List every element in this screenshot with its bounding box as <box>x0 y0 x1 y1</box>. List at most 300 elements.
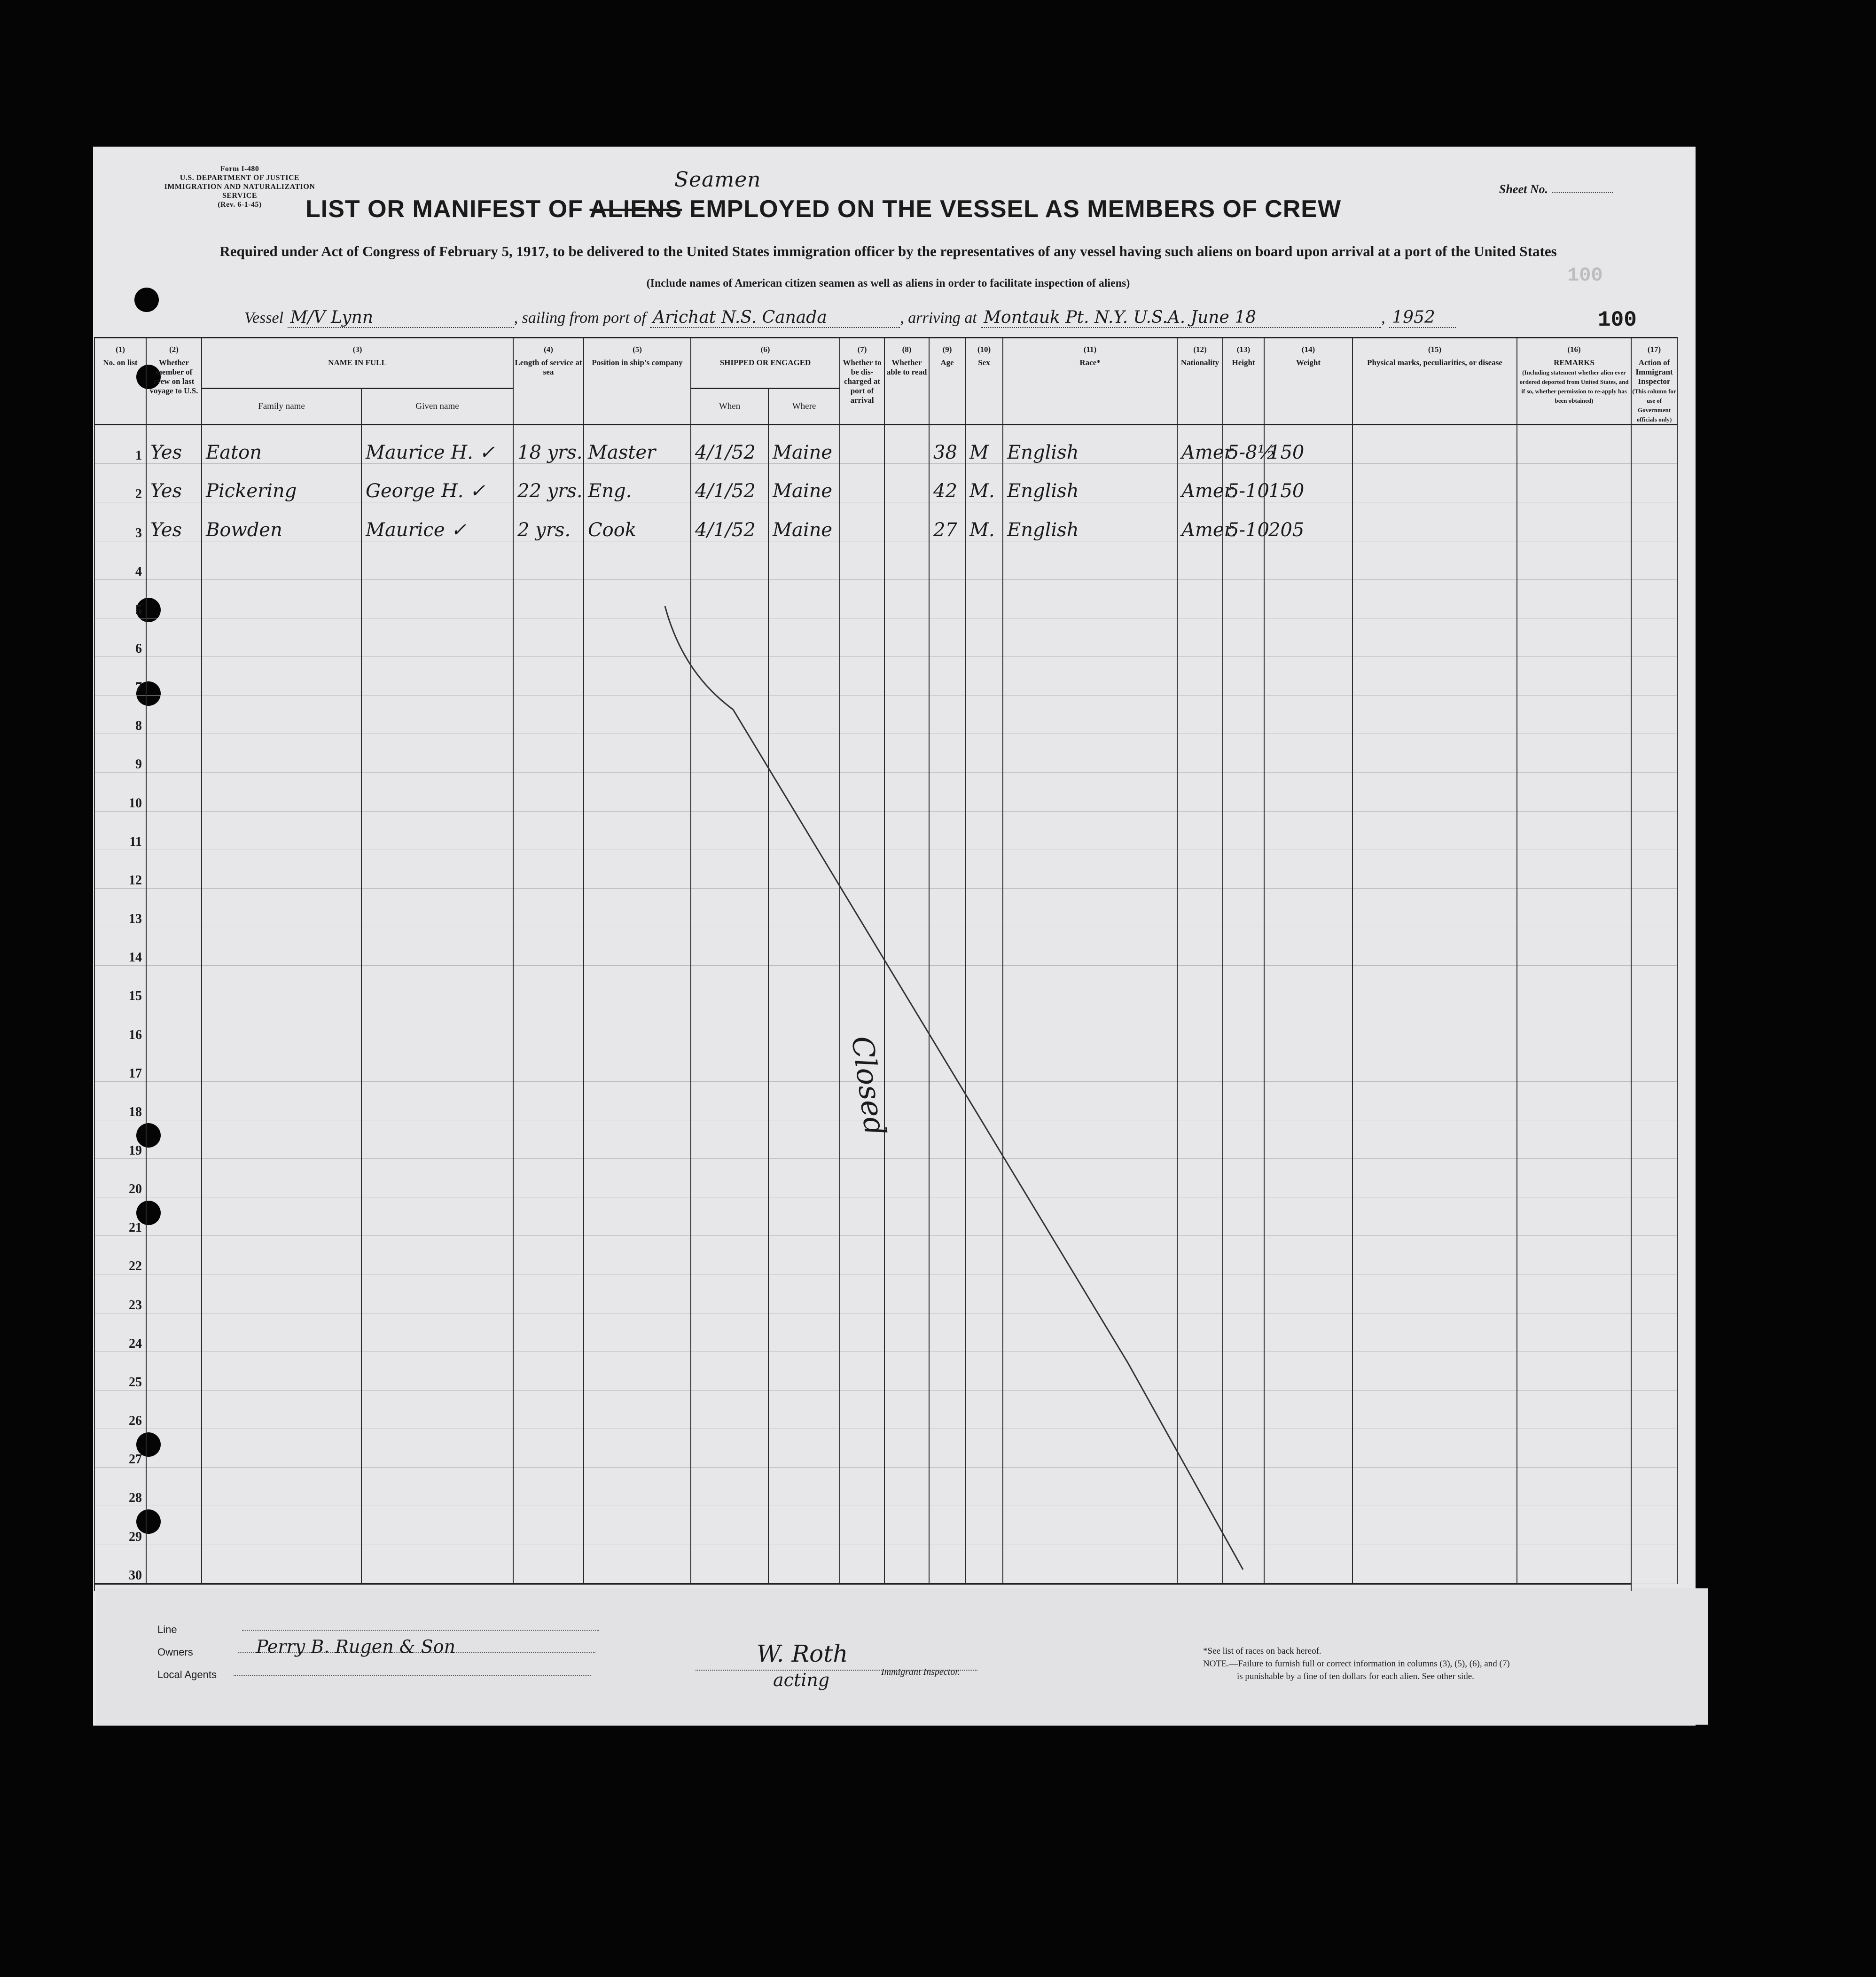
cell-discharged[interactable] <box>840 1313 884 1352</box>
cell-age[interactable] <box>929 888 965 927</box>
cell-age[interactable] <box>929 1390 965 1429</box>
cell-service[interactable] <box>513 1004 584 1043</box>
cell-nationality[interactable]: Amer. <box>1177 464 1223 502</box>
cell-nationality[interactable] <box>1177 1004 1223 1043</box>
cell-weight[interactable]: 150 <box>1264 425 1352 464</box>
cell-read[interactable] <box>884 1506 929 1545</box>
cell-nationality[interactable] <box>1177 656 1223 695</box>
cell-marks[interactable] <box>1352 888 1517 927</box>
cell-marks[interactable] <box>1352 966 1517 1004</box>
cell-marks[interactable] <box>1352 1545 1517 1584</box>
cell-marks[interactable] <box>1352 425 1517 464</box>
cell-remarks[interactable] <box>1517 1545 1631 1584</box>
cell-service[interactable] <box>513 927 584 966</box>
cell-where[interactable] <box>768 579 840 618</box>
cell-where[interactable] <box>768 966 840 1004</box>
cell-action[interactable] <box>1631 1197 1677 1236</box>
cell-age[interactable] <box>929 966 965 1004</box>
cell-when[interactable] <box>691 927 768 966</box>
cell-service[interactable] <box>513 1197 584 1236</box>
cell-nationality[interactable] <box>1177 1120 1223 1158</box>
cell-age[interactable] <box>929 656 965 695</box>
cell-age[interactable] <box>929 1429 965 1468</box>
cell-nationality[interactable] <box>1177 1159 1223 1197</box>
cell-nationality[interactable] <box>1177 888 1223 927</box>
cell-position[interactable] <box>584 1236 691 1274</box>
cell-discharged[interactable] <box>840 1159 884 1197</box>
cell-age[interactable] <box>929 1081 965 1120</box>
cell-remarks[interactable] <box>1517 773 1631 811</box>
cell-race[interactable] <box>1003 1159 1177 1197</box>
cell-position[interactable] <box>584 695 691 734</box>
cell-when[interactable] <box>691 1159 768 1197</box>
cell-weight[interactable] <box>1264 1390 1352 1429</box>
cell-weight[interactable]: 205 <box>1264 502 1352 541</box>
cell-weight[interactable] <box>1264 966 1352 1004</box>
cell-sex[interactable] <box>965 1120 1003 1158</box>
cell-where[interactable] <box>768 695 840 734</box>
cell-given[interactable] <box>361 1468 513 1506</box>
cell-weight[interactable] <box>1264 618 1352 656</box>
cell-nationality[interactable] <box>1177 1274 1223 1313</box>
cell-sex[interactable] <box>965 1313 1003 1352</box>
cell-prev[interactable] <box>146 850 202 888</box>
cell-given[interactable] <box>361 1313 513 1352</box>
cell-given[interactable] <box>361 618 513 656</box>
cell-nationality[interactable] <box>1177 541 1223 579</box>
cell-discharged[interactable] <box>840 1274 884 1313</box>
cell-where[interactable] <box>768 1236 840 1274</box>
cell-discharged[interactable] <box>840 1468 884 1506</box>
cell-discharged[interactable] <box>840 464 884 502</box>
cell-action[interactable] <box>1631 695 1677 734</box>
cell-service[interactable] <box>513 1506 584 1545</box>
cell-service[interactable] <box>513 966 584 1004</box>
cell-height[interactable] <box>1223 579 1264 618</box>
cell-height[interactable] <box>1223 656 1264 695</box>
cell-family[interactable] <box>202 1545 361 1584</box>
cell-age[interactable]: 38 <box>929 425 965 464</box>
cell-service[interactable] <box>513 541 584 579</box>
cell-age[interactable] <box>929 850 965 888</box>
cell-weight[interactable] <box>1264 927 1352 966</box>
cell-when[interactable] <box>691 618 768 656</box>
cell-given[interactable]: Maurice H. ✓ <box>361 425 513 464</box>
cell-where[interactable] <box>768 927 840 966</box>
cell-height[interactable] <box>1223 618 1264 656</box>
cell-marks[interactable] <box>1352 618 1517 656</box>
cell-sex[interactable] <box>965 811 1003 850</box>
cell-race[interactable] <box>1003 1506 1177 1545</box>
cell-prev[interactable] <box>146 1236 202 1274</box>
cell-read[interactable] <box>884 811 929 850</box>
cell-action[interactable] <box>1631 1081 1677 1120</box>
cell-where[interactable] <box>768 1197 840 1236</box>
cell-given[interactable] <box>361 811 513 850</box>
cell-service[interactable] <box>513 850 584 888</box>
cell-prev[interactable] <box>146 1159 202 1197</box>
cell-nationality[interactable] <box>1177 1236 1223 1274</box>
cell-prev[interactable] <box>146 1429 202 1468</box>
cell-discharged[interactable] <box>840 1236 884 1274</box>
cell-race[interactable] <box>1003 966 1177 1004</box>
cell-action[interactable] <box>1631 1159 1677 1197</box>
cell-prev[interactable] <box>146 734 202 773</box>
cell-nationality[interactable] <box>1177 1545 1223 1584</box>
cell-given[interactable] <box>361 656 513 695</box>
cell-given[interactable] <box>361 773 513 811</box>
cell-family[interactable] <box>202 1468 361 1506</box>
cell-nationality[interactable] <box>1177 695 1223 734</box>
cell-action[interactable] <box>1631 502 1677 541</box>
cell-service[interactable] <box>513 1429 584 1468</box>
cell-prev[interactable] <box>146 1545 202 1584</box>
cell-sex[interactable] <box>965 888 1003 927</box>
cell-height[interactable]: 5-8½ <box>1223 425 1264 464</box>
cell-sex[interactable] <box>965 1159 1003 1197</box>
cell-nationality[interactable] <box>1177 1081 1223 1120</box>
cell-service[interactable] <box>513 695 584 734</box>
cell-weight[interactable] <box>1264 850 1352 888</box>
cell-marks[interactable] <box>1352 1004 1517 1043</box>
cell-where[interactable] <box>768 773 840 811</box>
cell-when[interactable] <box>691 1004 768 1043</box>
cell-where[interactable] <box>768 1274 840 1313</box>
cell-when[interactable] <box>691 579 768 618</box>
cell-given[interactable] <box>361 1352 513 1390</box>
cell-marks[interactable] <box>1352 1043 1517 1081</box>
cell-sex[interactable]: M. <box>965 464 1003 502</box>
cell-when[interactable] <box>691 1545 768 1584</box>
cell-action[interactable] <box>1631 734 1677 773</box>
cell-position[interactable] <box>584 1352 691 1390</box>
cell-nationality[interactable] <box>1177 1468 1223 1506</box>
cell-when[interactable] <box>691 1313 768 1352</box>
cell-family[interactable] <box>202 811 361 850</box>
cell-family[interactable] <box>202 1390 361 1429</box>
cell-nationality[interactable] <box>1177 1429 1223 1468</box>
cell-nationality[interactable] <box>1177 1506 1223 1545</box>
cell-sex[interactable] <box>965 1236 1003 1274</box>
cell-family[interactable] <box>202 656 361 695</box>
cell-position[interactable] <box>584 888 691 927</box>
cell-remarks[interactable] <box>1517 888 1631 927</box>
cell-remarks[interactable] <box>1517 927 1631 966</box>
cell-given[interactable] <box>361 734 513 773</box>
cell-when[interactable] <box>691 1197 768 1236</box>
cell-age[interactable] <box>929 1120 965 1158</box>
cell-service[interactable] <box>513 1120 584 1158</box>
vessel-field[interactable]: M/V Lynn <box>288 308 514 328</box>
cell-given[interactable] <box>361 695 513 734</box>
cell-sex[interactable] <box>965 1081 1003 1120</box>
cell-when[interactable] <box>691 1352 768 1390</box>
cell-discharged[interactable] <box>840 1545 884 1584</box>
cell-action[interactable] <box>1631 1043 1677 1081</box>
cell-race[interactable] <box>1003 1043 1177 1081</box>
cell-weight[interactable] <box>1264 1236 1352 1274</box>
cell-remarks[interactable] <box>1517 811 1631 850</box>
cell-height[interactable] <box>1223 1429 1264 1468</box>
cell-position[interactable] <box>584 1390 691 1429</box>
cell-marks[interactable] <box>1352 695 1517 734</box>
cell-age[interactable] <box>929 1545 965 1584</box>
cell-sex[interactable] <box>965 1274 1003 1313</box>
cell-read[interactable] <box>884 1468 929 1506</box>
cell-race[interactable] <box>1003 618 1177 656</box>
cell-discharged[interactable] <box>840 618 884 656</box>
cell-read[interactable] <box>884 425 929 464</box>
cell-when[interactable]: 4/1/52 <box>691 502 768 541</box>
cell-read[interactable] <box>884 1274 929 1313</box>
cell-remarks[interactable] <box>1517 850 1631 888</box>
cell-age[interactable] <box>929 1043 965 1081</box>
cell-position[interactable] <box>584 1506 691 1545</box>
cell-race[interactable] <box>1003 1197 1177 1236</box>
cell-height[interactable] <box>1223 1313 1264 1352</box>
cell-race[interactable] <box>1003 1545 1177 1584</box>
cell-position[interactable] <box>584 1159 691 1197</box>
cell-marks[interactable] <box>1352 1390 1517 1429</box>
cell-nationality[interactable]: Amer. <box>1177 425 1223 464</box>
cell-given[interactable] <box>361 1274 513 1313</box>
cell-marks[interactable] <box>1352 773 1517 811</box>
cell-weight[interactable] <box>1264 1004 1352 1043</box>
cell-age[interactable] <box>929 811 965 850</box>
cell-age[interactable] <box>929 1352 965 1390</box>
cell-discharged[interactable] <box>840 541 884 579</box>
cell-weight[interactable] <box>1264 1429 1352 1468</box>
cell-where[interactable] <box>768 1120 840 1158</box>
cell-weight[interactable] <box>1264 1081 1352 1120</box>
cell-when[interactable] <box>691 1043 768 1081</box>
cell-nationality[interactable] <box>1177 811 1223 850</box>
cell-race[interactable] <box>1003 850 1177 888</box>
cell-where[interactable] <box>768 734 840 773</box>
cell-prev[interactable]: Yes <box>146 425 202 464</box>
cell-position[interactable] <box>584 541 691 579</box>
cell-race[interactable]: English <box>1003 502 1177 541</box>
cell-marks[interactable] <box>1352 811 1517 850</box>
cell-position[interactable] <box>584 850 691 888</box>
cell-discharged[interactable] <box>840 1197 884 1236</box>
cell-remarks[interactable] <box>1517 1468 1631 1506</box>
cell-when[interactable] <box>691 1468 768 1506</box>
cell-marks[interactable] <box>1352 1468 1517 1506</box>
cell-race[interactable] <box>1003 811 1177 850</box>
cell-family[interactable] <box>202 1159 361 1197</box>
cell-weight[interactable]: 150 <box>1264 464 1352 502</box>
cell-sex[interactable] <box>965 1429 1003 1468</box>
cell-given[interactable] <box>361 1004 513 1043</box>
cell-action[interactable] <box>1631 1236 1677 1274</box>
arriving-field[interactable]: Montauk Pt. N.Y. U.S.A. June 18 <box>981 308 1381 328</box>
cell-prev[interactable] <box>146 1390 202 1429</box>
cell-weight[interactable] <box>1264 1506 1352 1545</box>
cell-given[interactable] <box>361 1236 513 1274</box>
cell-race[interactable] <box>1003 1468 1177 1506</box>
cell-sex[interactable] <box>965 541 1003 579</box>
cell-race[interactable]: English <box>1003 425 1177 464</box>
cell-discharged[interactable] <box>840 1352 884 1390</box>
cell-position[interactable] <box>584 656 691 695</box>
cell-where[interactable] <box>768 1313 840 1352</box>
cell-age[interactable] <box>929 773 965 811</box>
cell-position[interactable] <box>584 1120 691 1158</box>
cell-sex[interactable] <box>965 734 1003 773</box>
cell-nationality[interactable] <box>1177 966 1223 1004</box>
cell-service[interactable] <box>513 656 584 695</box>
cell-family[interactable] <box>202 773 361 811</box>
cell-height[interactable] <box>1223 1004 1264 1043</box>
cell-read[interactable] <box>884 579 929 618</box>
cell-age[interactable] <box>929 1468 965 1506</box>
cell-nationality[interactable] <box>1177 1390 1223 1429</box>
cell-read[interactable] <box>884 1390 929 1429</box>
cell-remarks[interactable] <box>1517 966 1631 1004</box>
cell-age[interactable] <box>929 1197 965 1236</box>
cell-discharged[interactable] <box>840 1429 884 1468</box>
cell-read[interactable] <box>884 618 929 656</box>
cell-nationality[interactable] <box>1177 579 1223 618</box>
cell-when[interactable] <box>691 734 768 773</box>
cell-given[interactable] <box>361 1429 513 1468</box>
cell-read[interactable] <box>884 1429 929 1468</box>
cell-read[interactable] <box>884 502 929 541</box>
cell-when[interactable]: 4/1/52 <box>691 464 768 502</box>
cell-sex[interactable] <box>965 1468 1003 1506</box>
cell-when[interactable] <box>691 773 768 811</box>
cell-family[interactable] <box>202 1004 361 1043</box>
cell-remarks[interactable] <box>1517 618 1631 656</box>
cell-action[interactable] <box>1631 1352 1677 1390</box>
cell-read[interactable] <box>884 1545 929 1584</box>
cell-height[interactable] <box>1223 1506 1264 1545</box>
cell-age[interactable] <box>929 1313 965 1352</box>
cell-age[interactable]: 27 <box>929 502 965 541</box>
cell-prev[interactable]: Yes <box>146 502 202 541</box>
cell-read[interactable] <box>884 1043 929 1081</box>
cell-sex[interactable]: M <box>965 425 1003 464</box>
cell-race[interactable] <box>1003 734 1177 773</box>
cell-sex[interactable] <box>965 966 1003 1004</box>
cell-remarks[interactable] <box>1517 1081 1631 1120</box>
cell-where[interactable] <box>768 1043 840 1081</box>
cell-action[interactable] <box>1631 1545 1677 1584</box>
cell-family[interactable] <box>202 966 361 1004</box>
cell-given[interactable]: Maurice ✓ <box>361 502 513 541</box>
cell-race[interactable] <box>1003 1313 1177 1352</box>
cell-where[interactable] <box>768 1159 840 1197</box>
cell-age[interactable] <box>929 1274 965 1313</box>
cell-remarks[interactable] <box>1517 464 1631 502</box>
cell-race[interactable] <box>1003 695 1177 734</box>
cell-remarks[interactable] <box>1517 695 1631 734</box>
cell-race[interactable] <box>1003 1429 1177 1468</box>
cell-sex[interactable] <box>965 1197 1003 1236</box>
port-field[interactable]: Arichat N.S. Canada <box>650 308 900 328</box>
cell-when[interactable] <box>691 888 768 927</box>
cell-prev[interactable] <box>146 1506 202 1545</box>
cell-weight[interactable] <box>1264 1159 1352 1197</box>
cell-when[interactable] <box>691 850 768 888</box>
cell-action[interactable] <box>1631 579 1677 618</box>
cell-nationality[interactable] <box>1177 1313 1223 1352</box>
cell-family[interactable] <box>202 850 361 888</box>
cell-race[interactable] <box>1003 1004 1177 1043</box>
cell-marks[interactable] <box>1352 1236 1517 1274</box>
cell-position[interactable] <box>584 1545 691 1584</box>
cell-where[interactable] <box>768 1004 840 1043</box>
cell-where[interactable] <box>768 1429 840 1468</box>
cell-height[interactable]: 5-10 <box>1223 502 1264 541</box>
cell-remarks[interactable] <box>1517 1390 1631 1429</box>
cell-discharged[interactable] <box>840 966 884 1004</box>
cell-sex[interactable] <box>965 1043 1003 1081</box>
cell-discharged[interactable] <box>840 425 884 464</box>
cell-nationality[interactable] <box>1177 618 1223 656</box>
cell-remarks[interactable] <box>1517 579 1631 618</box>
cell-family[interactable] <box>202 927 361 966</box>
cell-prev[interactable] <box>146 1352 202 1390</box>
cell-height[interactable] <box>1223 1081 1264 1120</box>
cell-discharged[interactable] <box>840 888 884 927</box>
cell-weight[interactable] <box>1264 1274 1352 1313</box>
cell-prev[interactable] <box>146 1313 202 1352</box>
cell-discharged[interactable] <box>840 773 884 811</box>
cell-when[interactable] <box>691 966 768 1004</box>
cell-given[interactable] <box>361 927 513 966</box>
cell-marks[interactable] <box>1352 502 1517 541</box>
cell-service[interactable] <box>513 1236 584 1274</box>
cell-age[interactable] <box>929 579 965 618</box>
sheet-no-field[interactable] <box>1552 192 1613 193</box>
cell-read[interactable] <box>884 850 929 888</box>
cell-race[interactable] <box>1003 656 1177 695</box>
cell-nationality[interactable]: Amer. <box>1177 502 1223 541</box>
cell-remarks[interactable] <box>1517 734 1631 773</box>
cell-given[interactable] <box>361 1390 513 1429</box>
cell-position[interactable] <box>584 1004 691 1043</box>
cell-service[interactable] <box>513 1159 584 1197</box>
cell-weight[interactable] <box>1264 579 1352 618</box>
cell-where[interactable] <box>768 850 840 888</box>
cell-family[interactable] <box>202 1429 361 1468</box>
cell-age[interactable]: 42 <box>929 464 965 502</box>
cell-where[interactable] <box>768 541 840 579</box>
cell-remarks[interactable] <box>1517 1236 1631 1274</box>
cell-race[interactable] <box>1003 1352 1177 1390</box>
cell-height[interactable] <box>1223 1197 1264 1236</box>
cell-race[interactable] <box>1003 773 1177 811</box>
cell-action[interactable] <box>1631 966 1677 1004</box>
cell-action[interactable] <box>1631 1004 1677 1043</box>
cell-prev[interactable] <box>146 927 202 966</box>
cell-height[interactable] <box>1223 811 1264 850</box>
cell-weight[interactable] <box>1264 811 1352 850</box>
cell-nationality[interactable] <box>1177 850 1223 888</box>
year-field[interactable]: 1952 <box>1389 308 1456 328</box>
cell-remarks[interactable] <box>1517 1313 1631 1352</box>
cell-sex[interactable] <box>965 1506 1003 1545</box>
cell-prev[interactable] <box>146 888 202 927</box>
cell-marks[interactable] <box>1352 541 1517 579</box>
cell-race[interactable] <box>1003 541 1177 579</box>
cell-marks[interactable] <box>1352 464 1517 502</box>
cell-family[interactable] <box>202 1081 361 1120</box>
cell-given[interactable] <box>361 541 513 579</box>
cell-sex[interactable] <box>965 695 1003 734</box>
